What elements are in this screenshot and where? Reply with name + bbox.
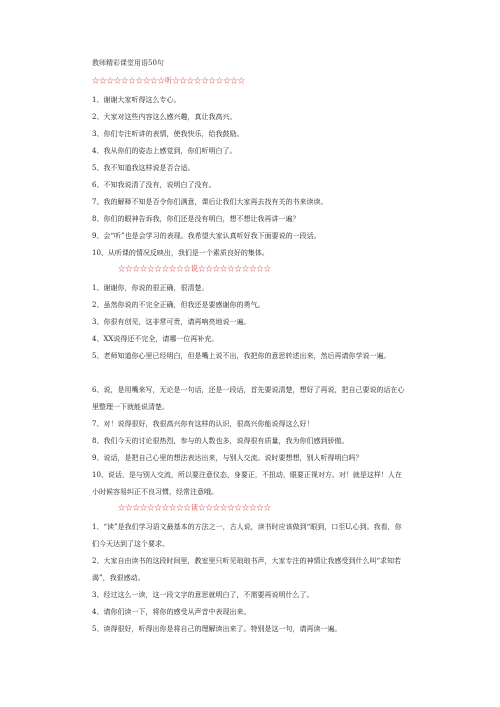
star-decoration-left: ☆☆☆☆☆☆☆☆☆☆ [118,503,191,512]
list-item: 8、你们的眼神告诉我，你们还是没有明白，想不想让我再讲一遍？ [92,215,300,223]
list-item: 2、大家对这些内容这么感兴趣，真让我高兴。 [92,113,237,121]
list-item: 7、对！说得很好，我很高兴你有这样的认识，很高兴你能说得这么好！ [92,420,314,428]
star-decoration-right: ☆☆☆☆☆☆☆☆☆☆ [172,76,246,85]
list-item: 6、不知我说清了没有，说明白了没有。 [92,181,216,189]
list-item: 1、谢谢大家听得这么专心。 [92,96,181,104]
section-keyword: 说 [190,264,199,273]
list-item: 9、会“听”也是会学习的表现。我希望大家认真听好我下面要说的一段话。 [92,232,321,240]
list-item: 5、我不知道我这样说是否合适。 [92,164,195,172]
list-item: 2、大家自由读书的这段时间里，教室里只听见琅琅书声，大家专注的神情让我感受到什么叫“求知若渴”，我很感动。 [92,557,402,582]
list-item: 4、我从你们的姿态上感觉到，你们听明白了。 [92,147,237,155]
list-item: 10、说话，是与别人交流，所以要注意仪态，身要正，不扭动，眼要正视对方。对！就是这样！人在小时候容易纠正不良习惯，经常注意哦。 [92,471,402,496]
list-item: 2、虽然你说的不完全正确，但我还是要感谢你的勇气。 [92,301,265,309]
section-header-speak [118,264,271,274]
list-item: 10、从听课的情况反映出，我们是一个素质良好的集体。 [92,249,269,257]
list-item: 8、我们今天的讨论很热烈，参与的人数也多，说得很有质量，我为你们感到骄傲。 [92,437,349,445]
document-title: 教师精彩课堂用语50句 [92,59,164,67]
list-item: 5、老师知道你心里已经明白，但是嘴上说不出，我把你的意思转述出来，然后再请你学说一遍。 [92,352,391,360]
list-item: 4、请你们读一下，将你的感受从声音中表现出来。 [92,608,251,616]
section-keyword: 读 [190,503,199,512]
section-header-listen [92,76,245,86]
section-keyword: 听 [164,76,173,85]
star-decoration-left: ☆☆☆☆☆☆☆☆☆☆ [118,264,191,273]
list-item: 1、谢谢你，你说的很正确，很清楚。 [92,284,209,292]
list-item: 3、你们专注听讲的表情，使我快乐，给我鼓励。 [92,130,244,138]
list-item: 6、说，是用嘴来写，无论是一句话，还是一段话，首先要说清楚，想好了再说，把自己要说的话在心里整理一下就能说清楚。 [92,386,405,411]
star-decoration-right: ☆☆☆☆☆☆☆☆☆☆ [198,503,272,512]
section-header-read [118,503,271,513]
star-decoration-right: ☆☆☆☆☆☆☆☆☆☆ [198,264,272,273]
list-item: 9、说话，是把自己心里的想法表达出来，与别人交流。说时要想想，别人听得明白吗？ [92,454,363,462]
list-item: 1、“读”是我们学习语文最基本的方法之一，古人说，读书时应该做到“眼到，口至U,心到。我看，你们今天达到了这个要求。 [92,523,402,548]
star-decoration-left: ☆☆☆☆☆☆☆☆☆☆ [92,76,165,85]
list-item: 5、读得很好，听得出你是将自己的理解读出来了。特别是这一句，请再读一遍。 [92,625,342,633]
list-item: 3、你很有创见，这非常可贵，请再响亮地说一遍。 [92,318,251,326]
list-item: 7、我的解释不知是否令你们满意，课后让我们大家再去找有关的书来读读。 [92,198,328,206]
list-item: 3、经过这么一读，这一段文字的意思就明白了，不需要再说明什么了。 [92,591,314,599]
list-item: 4、XX说得还不完全，请哪一位再补充。 [92,335,219,343]
